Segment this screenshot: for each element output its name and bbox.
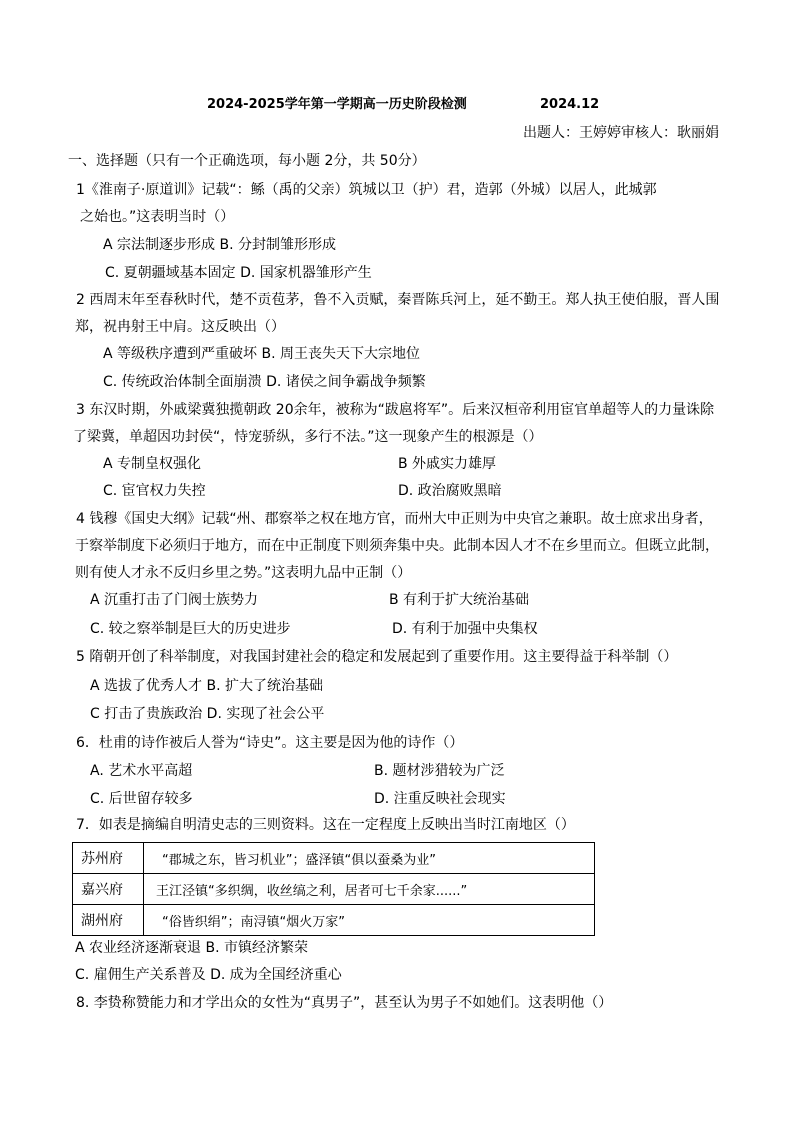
question-1-options-ab: A 宗法制逐步形成 B. 分封制雏形形成 bbox=[103, 237, 336, 253]
table-row bbox=[73, 843, 595, 874]
question-3-option-d: D. 政治腐败黑暗 bbox=[398, 483, 502, 499]
table-cell-prefecture: 苏州府 bbox=[73, 843, 144, 874]
question-2-options-cd: C. 传统政治体制全面崩溃 D. 诸侯之间争霸战争频繁 bbox=[103, 374, 426, 390]
question-6-option-d: D. 注重反映社会现实 bbox=[374, 791, 506, 807]
question-7-source-table bbox=[72, 842, 595, 936]
table-cell-record: “俗皆织绢”；南浔镇“烟火万家” bbox=[144, 905, 595, 936]
table-row bbox=[73, 905, 595, 936]
question-6-option-c: C. 后世留存较多 bbox=[90, 791, 193, 807]
question-1-stem-line1: 1《淮南子·原道训》记载“：鲧（禹的父亲）筑城以卫（护）君，造郭（外城）以居人，此城郭 bbox=[76, 182, 657, 198]
question-3-stem-line2: 了梁冀，单超因功封侯“，恃宠骄纵，多行不法。”这一现象产生的根源是（） bbox=[73, 429, 543, 445]
question-4-option-d: D. 有利于加强中央集权 bbox=[392, 621, 538, 637]
question-2-stem-line2: 郑，祝冉射王中肩。这反映出（） bbox=[75, 319, 285, 335]
question-6-option-b: B. 题材涉猎较为广泛 bbox=[374, 763, 505, 779]
question-4-option-b: B 有利于扩大统治基础 bbox=[389, 592, 530, 608]
question-4-option-c: C. 较之察举制是巨大的历史进步 bbox=[90, 621, 291, 637]
table-cell-record: “郡城之东，皆习机业”；盛泽镇“俱以蚕桑为业” bbox=[144, 843, 595, 874]
question-7-options-ab: A 农业经济逐渐衰退 B. 市镇经济繁荣 bbox=[75, 940, 308, 956]
question-5-options-ab: A 选拔了优秀人才 B. 扩大了统治基础 bbox=[90, 678, 323, 694]
question-3-stem-line1: 3 东汉时期，外戚梁冀独揽朝政 20余年，被称为“跋扈将军”。后来汉桓帝利用宦官单超等人的力量诛除 bbox=[76, 402, 715, 418]
exam-date: 2024.12 bbox=[540, 97, 600, 112]
question-7-stem-line1: 7．如表是摘编自明清史志的三则资料。这在一定程度上反映出当时江南地区（） bbox=[76, 817, 575, 833]
question-4-stem-line2: 于察举制度下必须归于地方，而在中正制度下则须奔集中央。此制本因人才不在乡里而立。但既立此制， bbox=[75, 538, 719, 554]
section-heading: 一、选择题（只有一个正确选项，每小题 2分，共 50分） bbox=[68, 153, 426, 169]
exam-authors: 出题人：王婷婷审核人：耿丽娟 bbox=[523, 125, 719, 141]
question-4-option-a: A 沉重打击了门阀士族势力 bbox=[90, 592, 259, 608]
question-1-options-cd: C. 夏朝疆域基本固定 D. 国家机器雏形产生 bbox=[105, 265, 372, 281]
question-6-option-a: A. 艺术水平高超 bbox=[90, 763, 193, 779]
question-4-stem-line1: 4 钱穆《国史大纲》记载“州、郡察举之权在地方官，而州大中正则为中央官之兼职。故士庶求出身者， bbox=[76, 511, 713, 527]
table-row bbox=[73, 874, 595, 905]
question-3-option-a: A 专制皇权强化 bbox=[103, 456, 202, 472]
table-cell-prefecture: 嘉兴府 bbox=[73, 874, 144, 905]
question-3-option-c: C. 宦官权力失控 bbox=[103, 483, 206, 499]
table-cell-record: 王江泾镇“多织绸，收丝缟之利，居者可七千余家......” bbox=[144, 874, 595, 905]
question-3-option-b: B 外戚实力雄厚 bbox=[398, 456, 497, 472]
exam-title: 2024-2025学年第一学期高一历史阶段检测 bbox=[207, 97, 467, 112]
question-2-stem-line1: 2 西周末年至春秋时代，楚不贡苞茅，鲁不入贡赋，秦晋陈兵河上，延不勤王。郑人执王使伯服，晋人围 bbox=[76, 292, 720, 308]
question-2-options-ab: A 等级秩序遭到严重破坏 B. 周王丧失天下大宗地位 bbox=[103, 346, 420, 362]
table-cell-prefecture: 湖州府 bbox=[73, 905, 144, 936]
question-6-stem-line1: 6．杜甫的诗作被后人誉为“诗史”。这主要是因为他的诗作（） bbox=[76, 735, 464, 751]
question-4-stem-line3: 则有使人才永不反归乡里之势。”这表明九品中正制（） bbox=[75, 565, 412, 581]
question-1-stem-line2: 之始也。”这表明当时（） bbox=[80, 209, 235, 225]
question-7-options-cd: C. 雇佣生产关系普及 D. 成为全国经济重心 bbox=[75, 967, 342, 983]
question-5-stem-line1: 5 隋朝开创了科举制度，对我国封建社会的稳定和发展起到了重要作用。这主要得益于科举制（） bbox=[76, 649, 678, 665]
question-5-options-cd: C 打击了贵族政治 D. 实现了社会公平 bbox=[90, 706, 325, 722]
question-8-stem-line1: 8. 李贽称赞能力和才学出众的女性为“真男子”，甚至认为男子不如她们。这表明他（） bbox=[76, 995, 613, 1011]
